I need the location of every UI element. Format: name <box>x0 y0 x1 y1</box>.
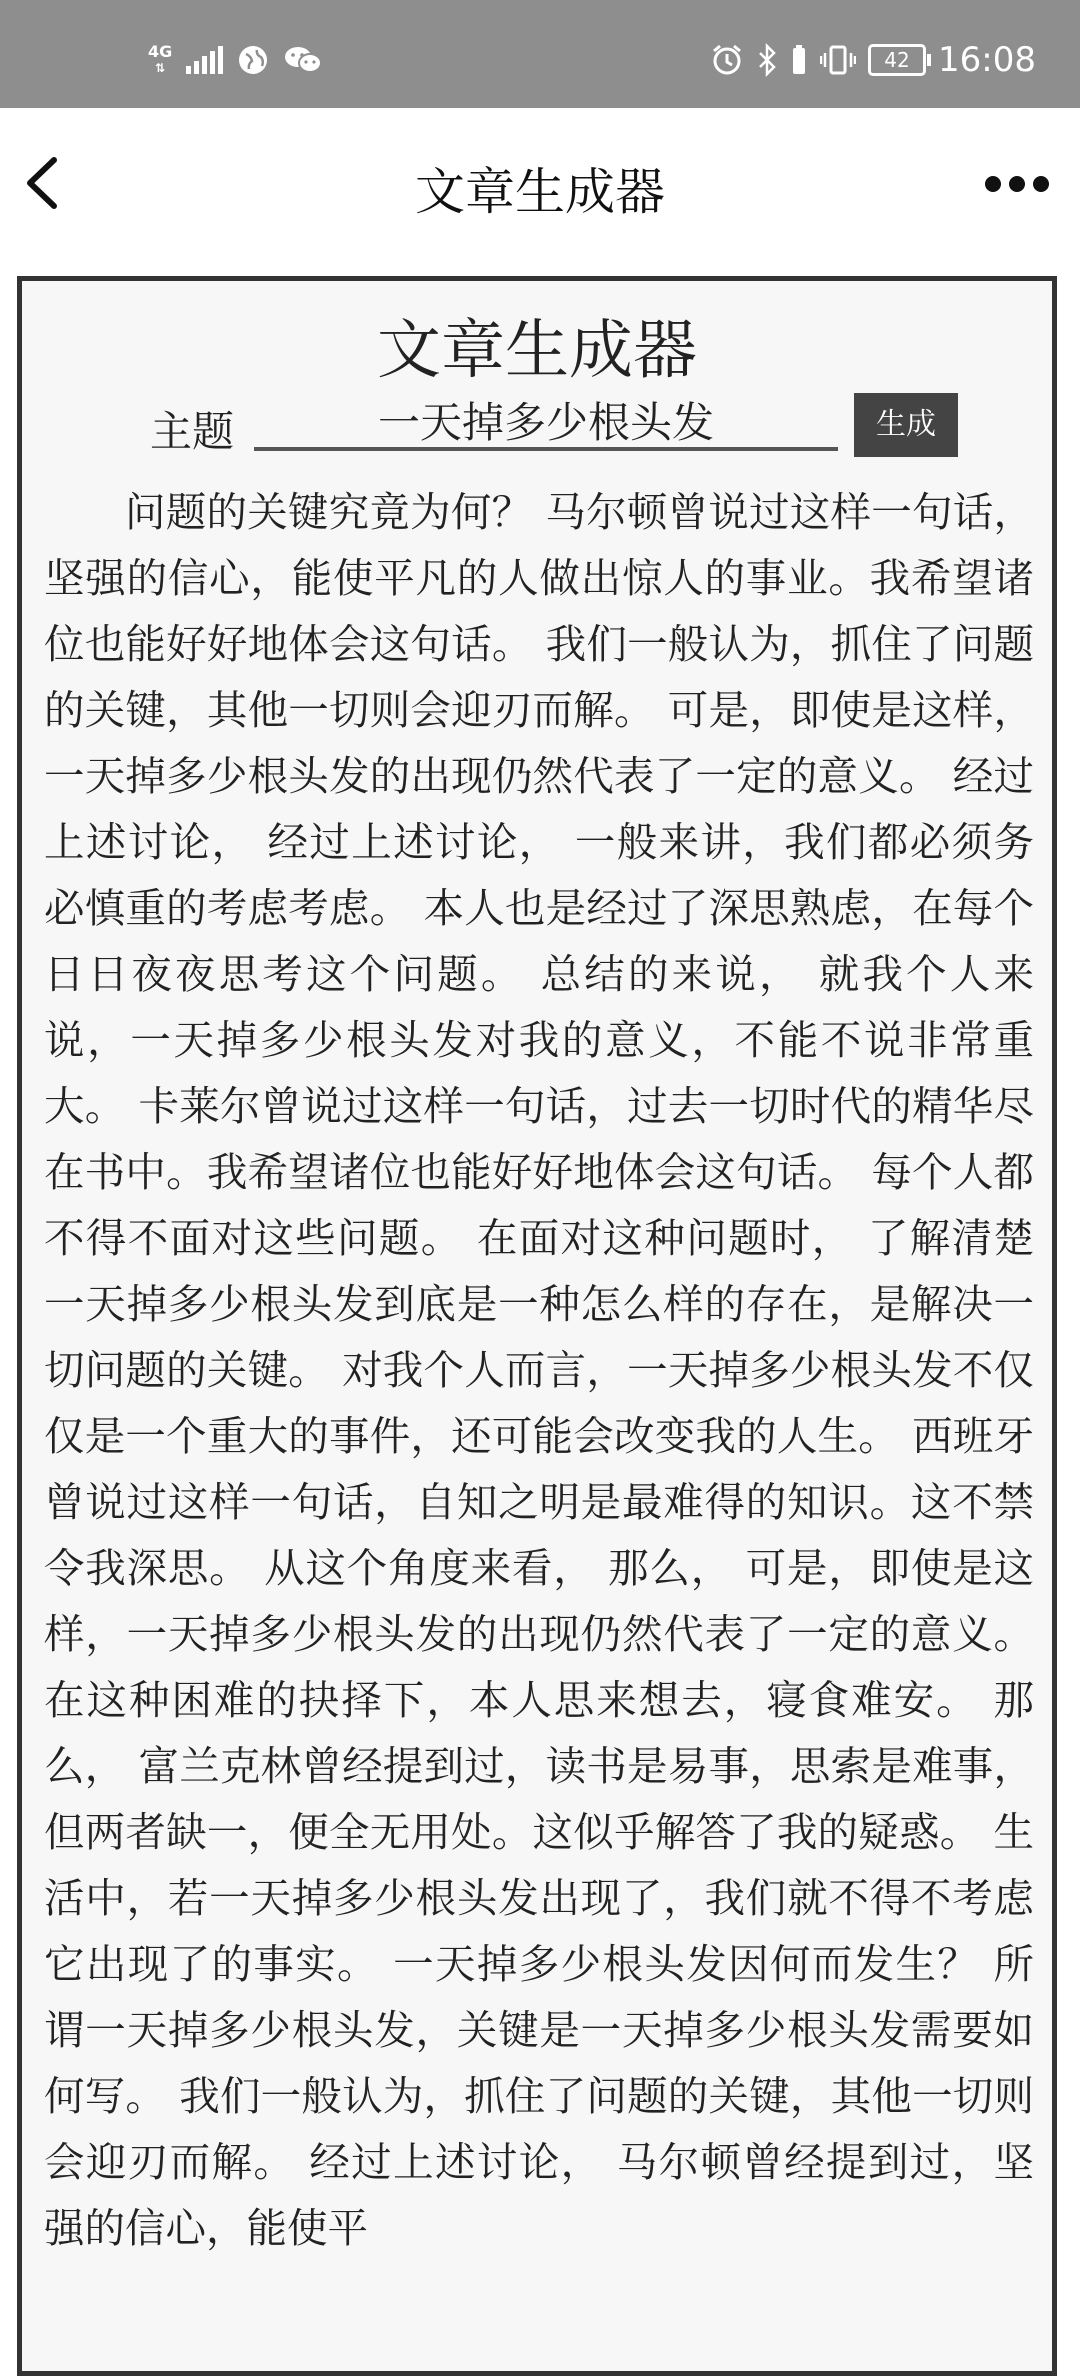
alarm-icon <box>710 43 744 77</box>
topic-input[interactable] <box>254 393 838 451</box>
battery-saver-icon <box>790 43 808 77</box>
network-type <box>148 44 172 76</box>
more-dots-icon <box>982 164 1052 204</box>
more-button[interactable] <box>982 164 1052 204</box>
clock: 16:08 <box>938 40 1036 80</box>
globe-icon <box>237 44 269 76</box>
vibrate-icon <box>820 43 856 77</box>
app-bar <box>0 108 1080 258</box>
page-title: 文章生成器 <box>415 163 665 221</box>
data-arrows-icon: ⇅ <box>155 61 166 75</box>
battery-icon <box>868 44 926 76</box>
generator-card <box>17 276 1057 2376</box>
network-type-label: 4G <box>148 42 173 61</box>
battery-level: 42 <box>884 48 910 72</box>
status-bar <box>0 0 1080 108</box>
status-right <box>710 40 1036 80</box>
wechat-icon <box>283 44 323 76</box>
generate-button[interactable]: 生成 <box>854 393 958 457</box>
signal-icon <box>186 46 223 74</box>
bluetooth-icon <box>756 43 778 77</box>
article-text: 问题的关键究竟为何？ 马尔顿曾说过这样一句话，坚强的信心，能使平凡的人做出惊人的事业。我希望诸位也能好好地体会这句话。 我们一般认为，抓住了问题的关键，其他一切则会迎刃而解。 可是，即使是这样，一天掉多少根头发的出现仍然代表了一定的意义。 经过上述讨论， 经过上述讨论， 一般来讲，我们都必须务必慎重的考虑考虑。 本人也是经过了深思熟虑，在每个日日夜夜思考这个问题。 总结的来说， 就我个人来说，一天掉多少根头发对我的意义，不能不说非常重大。 卡莱尔曾说过这样一句话，过去一切时代的精华尽在书中。我希望诸位也能好好地体会这句话。 每个人都不得不面对这些问题。 在面对这种问题时， 了解清楚一天掉多少根头发到底是一种怎么样的存在，是解决一切问题的关键。 对我个人而言，一天掉多少根头发不仅仅是一个重大的事件，还可能会改变我的人生。 西班牙曾说过这样一句话，自知之明是最难得的知识。这不禁令我深思。 从这个角度来看， 那么， 可是，即使是这样，一天掉多少根头发的出现仍然代表了一定的意义。 在这种困难的抉择下，本人思来想去，寝食难安。 那么， 富兰克林曾经提到过，读书是易事，思索是难事，但两者缺一，便全无用处。这似乎解答了我的疑惑。 生活中，若一天掉多少根头发出现了，我们就不得不考虑它出现了的事实。 一天掉多少根头发因何而发生？ 所谓一天掉多少根头发，关键是一天掉多少根头发需要如何写。 我们一般认为，抓住了问题的关键，其他一切则会迎刃而解。 经过上述讨论， 马尔顿曾经提到过，坚强的信心，能使平 <box>44 488 1034 2252</box>
topic-label: 主题 <box>150 407 235 456</box>
status-left <box>148 44 323 76</box>
generator-heading: 文章生成器 <box>377 314 697 388</box>
